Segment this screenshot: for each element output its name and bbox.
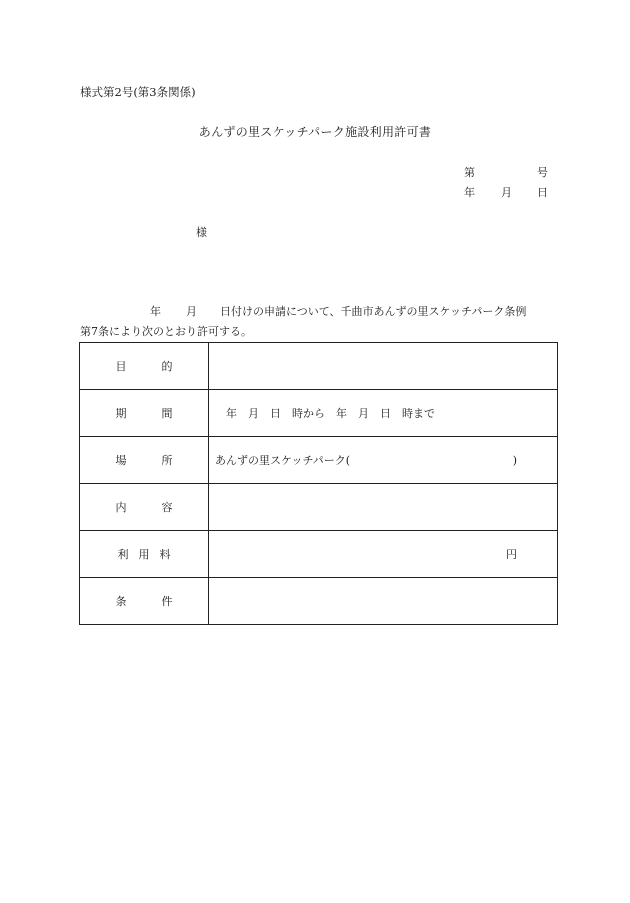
permit-number-prefix: 第	[464, 166, 475, 179]
row-value-place	[209, 437, 558, 484]
table-row-conditions	[80, 578, 558, 625]
body-text-line1: 日付けの申請について、千曲市あんずの里スケッチパーク条例	[220, 305, 527, 318]
table-row-place	[80, 437, 558, 484]
row-label-conditions: 条件	[80, 578, 209, 625]
fee-unit-yen: 円	[506, 548, 517, 561]
place-text: あんずの里スケッチパーク(	[215, 454, 351, 467]
row-value-conditions	[209, 578, 558, 625]
place-close-paren: )	[512, 453, 517, 467]
row-label-content: 内容	[80, 484, 209, 531]
row-label-period: 期間	[80, 390, 209, 437]
permit-number-suffix: 号	[537, 166, 548, 179]
row-value-period: 年 月 日 時から 年 月 日 時まで	[209, 390, 558, 437]
row-label-place: 場所	[80, 437, 209, 484]
table-row-period	[80, 390, 558, 437]
row-value-content	[209, 484, 558, 531]
form-number: 様式第2号(第3条関係)	[80, 85, 196, 99]
table-row-fee	[80, 531, 558, 578]
document-title: あんずの里スケッチパーク施設利用許可書	[198, 125, 432, 139]
application-date-month: 月	[186, 305, 197, 318]
addressee-honorific: 様	[196, 226, 207, 239]
issue-date-year: 年	[464, 186, 475, 199]
body-text-line2: 第7条により次のとおり許可する。	[80, 325, 252, 338]
application-date-year: 年	[150, 305, 161, 318]
row-value-purpose	[209, 343, 558, 390]
table-row-purpose	[80, 343, 558, 390]
issue-date-month: 月	[501, 186, 512, 199]
table-row-content	[80, 484, 558, 531]
row-label-fee: 利用料	[80, 531, 209, 578]
permit-details-table	[79, 342, 558, 625]
row-label-purpose: 目的	[80, 343, 209, 390]
issue-date-day: 日	[537, 186, 548, 199]
row-value-fee	[209, 531, 558, 578]
